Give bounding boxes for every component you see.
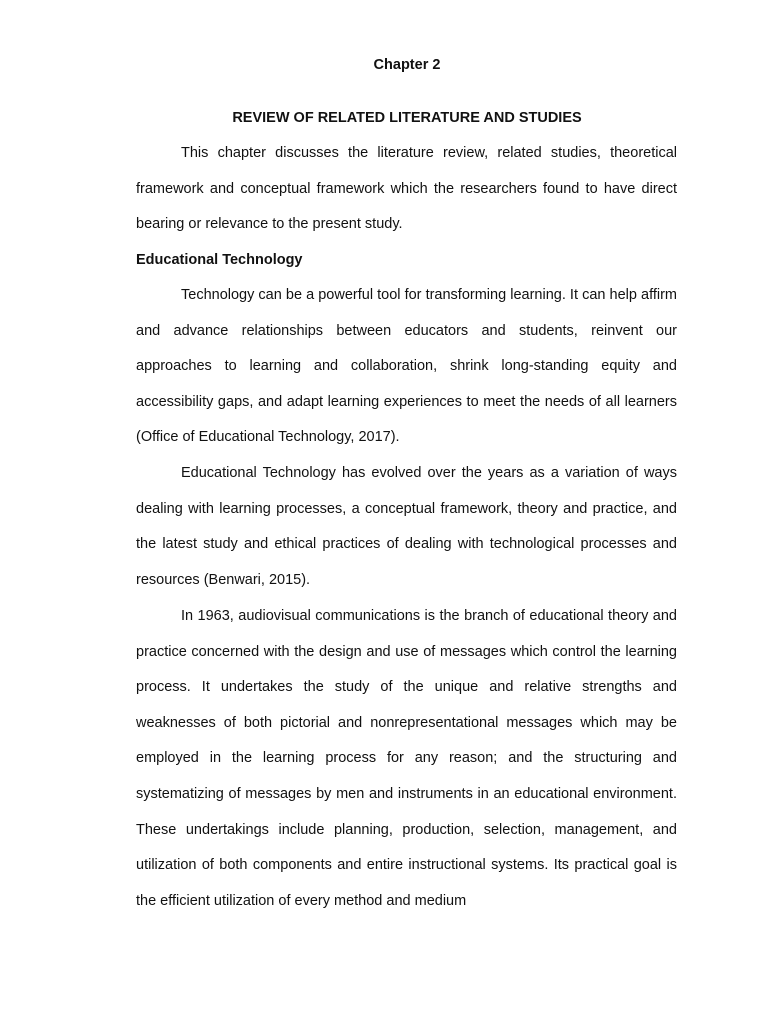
chapter-title: REVIEW OF RELATED LITERATURE AND STUDIES (232, 110, 582, 126)
body-paragraph: In 1963, audiovisual communications is the branch of educational theory and practice concerned with the design and use of messages which control the learning process. It undertakes the study of the unique and relative strengths and weaknesses of both pictorial and nonrepresentational messages which may be employed in the learning process for any reason; and the structuring and systematizing of messages by men and instruments in an educational environment. These undertakings include planning, production, selection, management, and utilization of both components and entire instructional systems. Its practical goal is the efficient utilization of every method and medium (136, 608, 677, 909)
chapter-label: Chapter 2 (373, 57, 441, 73)
body-paragraph: Educational Technology has evolved over the years as a variation of ways dealing with learning processes, a conceptual framework, theory and practice, and the latest study and ethical practices of dealing with technological processes and resources (Benwari, 2015). (136, 465, 677, 588)
intro-paragraph: This chapter discusses the literature review, related studies, theoretical framework and conceptual framework which the researchers found to have direct bearing or relevance to the present study. (136, 145, 677, 233)
body-paragraph: Technology can be a powerful tool for transforming learning. It can help affirm and advance relationships between educators and students, reinvent our approaches to learning and collaboration, shrink long-standing equity and accessibility gaps, and adapt learning experiences to meet the needs of all learners (Office of Educational Technology, 2017). (136, 287, 677, 446)
section-heading: Educational Technology (136, 252, 303, 268)
